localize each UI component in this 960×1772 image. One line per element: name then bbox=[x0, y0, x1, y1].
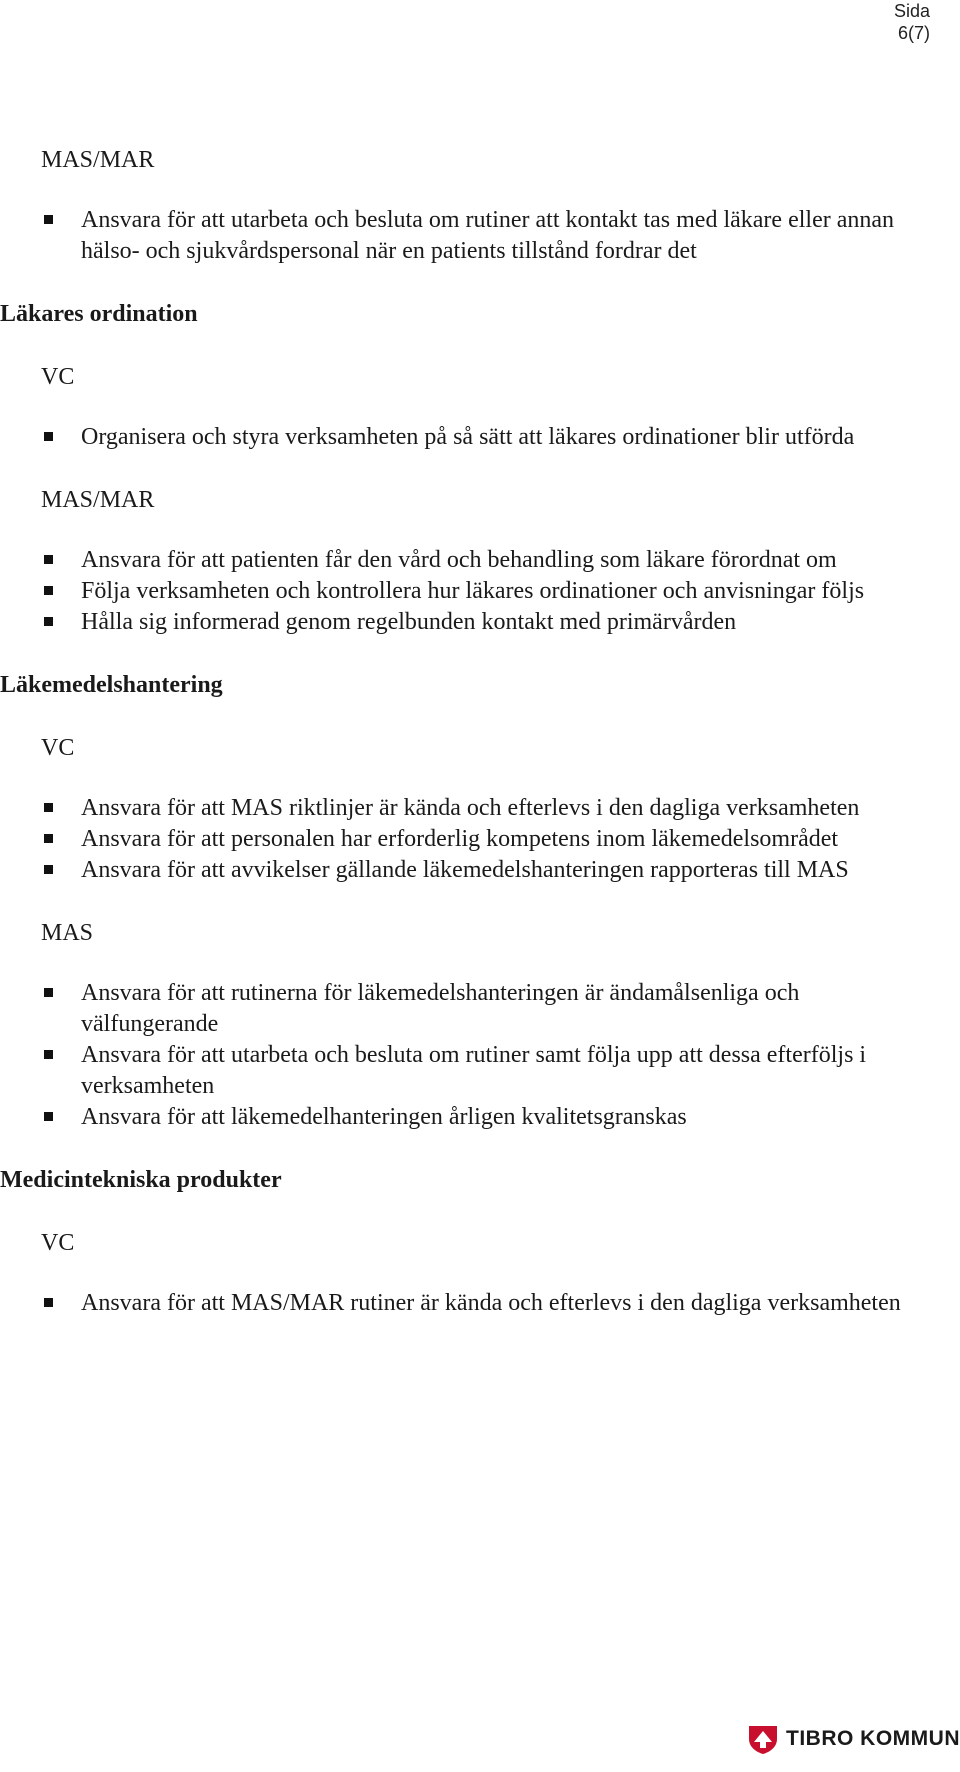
list-item bbox=[81, 855, 930, 886]
spacer bbox=[0, 176, 930, 205]
spacer bbox=[0, 701, 930, 732]
list-item bbox=[81, 576, 930, 607]
square-bullet-icon bbox=[44, 555, 53, 564]
square-bullet-icon bbox=[44, 803, 53, 812]
square-bullet-icon bbox=[44, 586, 53, 595]
document-body bbox=[0, 144, 930, 1350]
square-bullet-icon bbox=[44, 1112, 53, 1121]
section-heading: Medicintekniska produkter bbox=[0, 1167, 282, 1193]
list-item bbox=[81, 422, 930, 453]
spacer bbox=[0, 330, 930, 361]
list-item bbox=[81, 793, 930, 824]
spacer bbox=[0, 267, 930, 298]
list-item bbox=[81, 205, 930, 267]
spacer bbox=[0, 453, 930, 484]
role-label: MAS bbox=[41, 920, 94, 946]
list-item bbox=[81, 978, 930, 1040]
list-item-text: Ansvara för att personalen har erforderlig kompetens inom läkemedelsområdet bbox=[81, 826, 839, 852]
square-bullet-icon bbox=[44, 834, 53, 843]
responsibility-list bbox=[0, 1288, 930, 1319]
list-item-text: Ansvara för att rutinerna för läkemedelshanteringen är ändamålsenliga och välfungerande bbox=[81, 980, 800, 1037]
list-item bbox=[81, 607, 930, 638]
spacer bbox=[0, 1133, 930, 1164]
square-bullet-icon bbox=[44, 432, 53, 441]
square-bullet-icon bbox=[44, 1050, 53, 1059]
list-item-text: Ansvara för att utarbeta och besluta om rutiner att kontakt tas med läkare eller annan hälso- och sjukvårdspersonal när en patients tillstånd fordrar det bbox=[81, 207, 895, 264]
responsibility-list bbox=[0, 793, 930, 886]
spacer bbox=[0, 393, 930, 422]
list-item-text: Ansvara för att MAS/MAR rutiner är kända och efterlevs i den dagliga verksamheten bbox=[81, 1290, 901, 1316]
list-item-text: Ansvara för att avvikelser gällande läkemedelshanteringen rapporteras till MAS bbox=[81, 857, 849, 883]
role-label: MAS/MAR bbox=[41, 487, 155, 513]
list-item-text: Organisera och styra verksamheten på så sätt att läkares ordinationer blir utförda bbox=[81, 424, 855, 450]
section-heading: Läkemedelshantering bbox=[0, 672, 223, 698]
spacer bbox=[0, 949, 930, 978]
square-bullet-icon bbox=[44, 865, 53, 874]
list-item bbox=[81, 1102, 930, 1133]
list-item bbox=[81, 824, 930, 855]
square-bullet-icon bbox=[44, 617, 53, 626]
spacer bbox=[0, 1259, 930, 1288]
responsibility-list bbox=[0, 545, 930, 638]
list-item bbox=[81, 545, 930, 576]
page-number bbox=[894, 0, 930, 44]
spacer bbox=[0, 638, 930, 669]
square-bullet-icon bbox=[44, 215, 53, 224]
spacer bbox=[0, 764, 930, 793]
square-bullet-icon bbox=[44, 1298, 53, 1307]
role-label: MAS/MAR bbox=[41, 147, 155, 173]
list-item-text: Ansvara för att läkemedelhanteringen årligen kvalitetsgranskas bbox=[81, 1104, 687, 1130]
list-item-text: Hålla sig informerad genom regelbunden kontakt med primärvården bbox=[81, 609, 737, 635]
spacer bbox=[0, 1319, 930, 1350]
responsibility-list bbox=[0, 205, 930, 267]
responsibility-list bbox=[0, 422, 930, 453]
spacer bbox=[0, 516, 930, 545]
role-label: VC bbox=[41, 735, 75, 761]
list-item-text: Ansvara för att patienten får den vård och behandling som läkare förordnat om bbox=[81, 547, 837, 573]
role-label: VC bbox=[41, 1230, 75, 1256]
list-item bbox=[81, 1288, 930, 1319]
responsibility-list bbox=[0, 978, 930, 1133]
municipal-crest-icon bbox=[746, 1722, 780, 1756]
page-label: Sida bbox=[893, 1, 930, 21]
logo-text: TIBRO KOMMUN bbox=[786, 1727, 960, 1750]
square-bullet-icon bbox=[44, 988, 53, 997]
spacer bbox=[0, 1196, 930, 1227]
role-label: VC bbox=[41, 364, 75, 390]
list-item-text: Följa verksamheten och kontrollera hur läkares ordinationer och anvisningar följs bbox=[81, 578, 865, 604]
list-item bbox=[81, 1040, 930, 1102]
spacer bbox=[0, 886, 930, 917]
municipality-logo bbox=[746, 1721, 960, 1757]
list-item-text: Ansvara för att utarbeta och besluta om rutiner samt följa upp att dessa efterföljs i verksamheten bbox=[81, 1042, 867, 1099]
list-item-text: Ansvara för att MAS riktlinjer är kända och efterlevs i den dagliga verksamheten bbox=[81, 795, 860, 821]
section-heading: Läkares ordination bbox=[0, 301, 198, 327]
page-count: 6(7) bbox=[897, 23, 930, 43]
